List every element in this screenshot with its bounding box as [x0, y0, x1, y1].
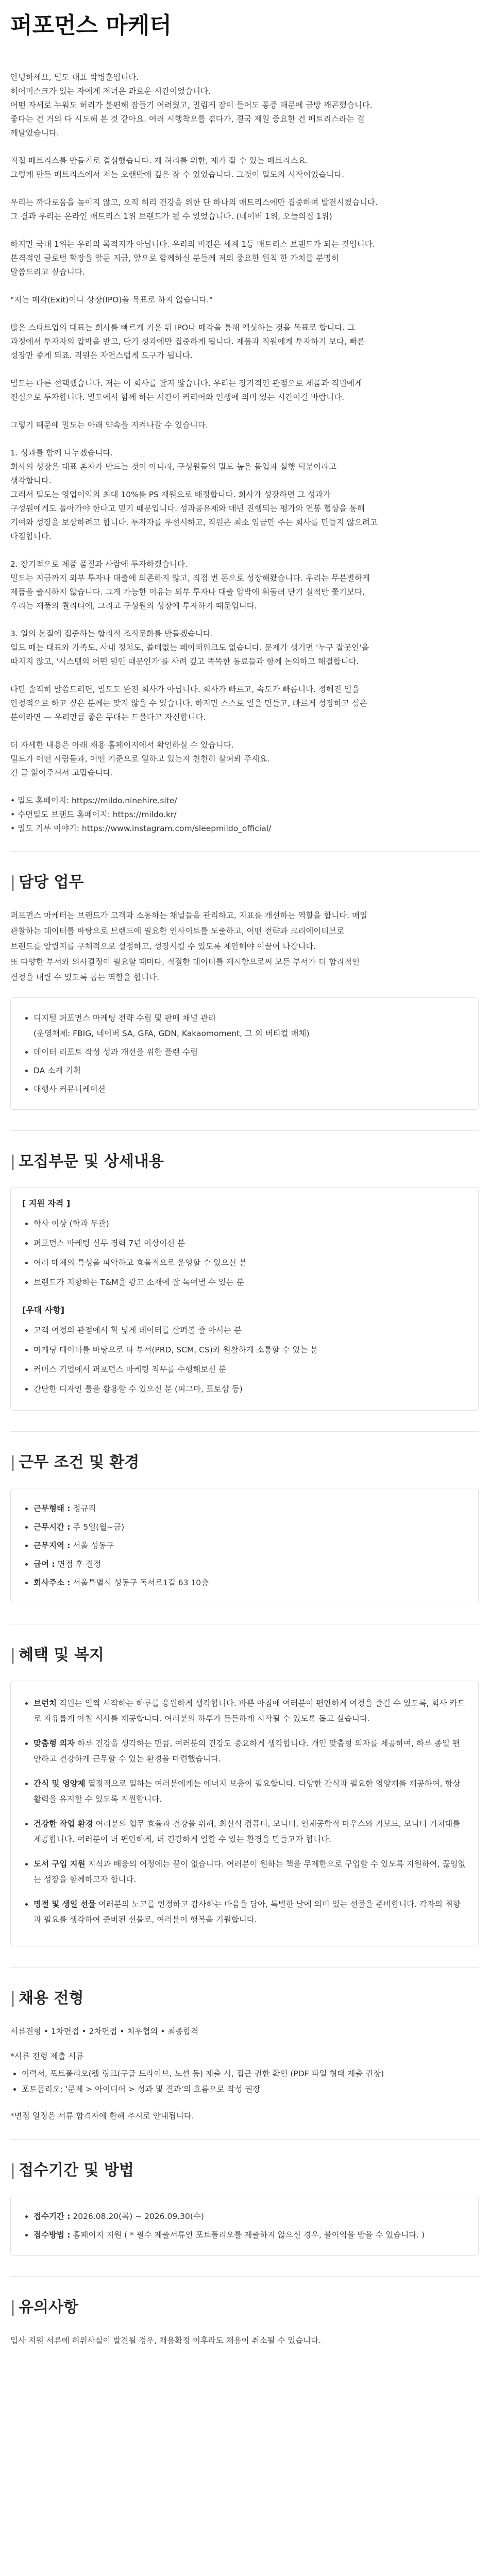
- list-item: • 마케팅 데이터를 바탕으로 타 부서(PRD, SCM, CS)와 원활하게 소통할 수 있는 분: [33, 1342, 467, 1358]
- list-item: [33, 1856, 467, 1887]
- section-title-notice: [10, 2297, 479, 2317]
- condition-key: 근무형태 :: [33, 1503, 71, 1513]
- list-item: • 퍼포먼스 마케팅 실무 경력 7년 이상이신 분: [33, 1235, 467, 1251]
- list-item: • 포트폴리오: '문제 > 아이디어 > 성과 및 결과'의 흐름으로 작성 권장: [22, 2081, 479, 2097]
- section-title-text: 유의사항: [19, 2298, 79, 2316]
- section-bar: |: [10, 1453, 16, 1471]
- list-item: • 대행사 커뮤니케이션: [33, 1081, 467, 1097]
- intro-paragraph: 1. 성과를 함께 나누겠습니다. 회사의 성장은 대표 혼자가 만드는 것이 아니라, 구성원들의 밀도 높은 몰입과 실행 덕분이라고 생각합니다. 그래서 밀도는 영업이익의 최대 10%를 PS 재원으로 배정합니다. 회사가 성장하면 그 성과가 구성원에게도 돌아가야 한다고 믿기 때문입니다. 성과공유제와 매년 진행되는 평가와 연봉 협상을 통해 기여와 성장을 보상하려고 합니다. 투자자를 우선시하고, 직원은 최소 임금만 주는 회사를 만들지 않으려고 다짐합니다.: [10, 448, 378, 541]
- benefit-key: 맞춤형 의자: [33, 1738, 75, 1748]
- condition-key: 근무지역 :: [33, 1540, 71, 1550]
- intro-paragraph: 우리는 까다로움을 높이지 않고, 오직 허리 건강을 위한 단 하나의 매트리스에만 집중하며 발전시켰습니다. 그 결과 우리는 온라인 매트리스 1위 브랜드가 될 수 있었습니다. (네이버 1위, 오늘의집 1위): [10, 197, 378, 221]
- conditions-box: [10, 1488, 479, 1603]
- section-title-text: 혜택 및 복지: [19, 1646, 104, 1664]
- list-item: • 이력서, 포트폴리오(웹 링크(구글 드라이브, 노션 등) 제출 시, 접근 권한 확인 (PDF 파일 형태 제출 권장): [22, 2066, 479, 2081]
- list-item: [33, 2227, 467, 2243]
- duties-box: [10, 997, 479, 1110]
- homepage-link[interactable]: • 밀도 홈페이지: https://mildo.ninehire.site/: [10, 795, 177, 805]
- list-item: • 데이터 리포트 작성 성과 개선을 위한 플랜 수립: [33, 1044, 467, 1060]
- condition-value: 면접 후 결정: [55, 1559, 102, 1569]
- intro-paragraph: 2. 장기적으로 제품 품질과 사람에 투자하겠습니다. 밀도는 지금까지 외부 투자나 대출에 의존하지 않고, 직접 번 돈으로 성장해왔습니다. 우리는 무분별하게 제품을 출시하지 않습니다. 그게 가능한 이유는 외부 투자나 대출 압박에 휘둘려 단기 실적만 쫓기보다, 우리는 제품의 퀄리티에, 그리고 구성원의 성장에 투자하기 때문입니다.: [10, 559, 370, 611]
- condition-key: 회사주소 :: [33, 1578, 71, 1587]
- divider: [10, 1130, 479, 1131]
- process-footnote: *면접 일정은 서류 합격자에 한해 추시로 안내됩니다.: [10, 2111, 194, 2121]
- required-block: [22, 1197, 467, 1290]
- list-item: [33, 1519, 467, 1535]
- list-item: • 디지털 퍼포먼스 마케팅 전략 수립 및 판매 채널 관리 (운영채제: FBIG, 네이버 SA, GFA, GDN, Kakaomoment, 그 외 버티컬 매체): [33, 1010, 467, 1041]
- notice-text: 입사 지원 서류에 허위사실이 발견될 경우, 채용확정 이후라도 채용이 취소될 수 있습니다.: [10, 2335, 322, 2345]
- list-item: [33, 1556, 467, 1572]
- preferred-title: [우대 사항]: [22, 1304, 65, 1315]
- list-item: [33, 2209, 467, 2224]
- condition-key: 급여 :: [33, 1559, 55, 1569]
- process-notes: [10, 2066, 479, 2097]
- intro-paragraph: "저는 매각(Exit)이나 상장(IPO)을 목표로 하지 않습니다.": [10, 295, 213, 304]
- intro-paragraph: 더 자세한 내용은 아래 채용 홈페이지에서 확인하실 수 있습니다. 밀도가 어떤 사람들과, 어떤 기준으로 일하고 있는지 천천히 살펴봐 주세요. 긴 글 읽어주셔서 고맙습니다.: [10, 740, 270, 777]
- list-item: • 학사 이상 (학과 무관): [33, 1216, 467, 1231]
- page-title: 퍼포먼스 마케터: [10, 12, 172, 39]
- qualifications-box: [10, 1187, 479, 1411]
- list-item: [33, 1896, 467, 1927]
- donation-story-link[interactable]: • 밀도 기부 이야기: https://www.instagram.com/sleepmildo_official/: [10, 823, 272, 833]
- list-item: [33, 1538, 467, 1553]
- section-title-apply: [10, 2160, 479, 2180]
- section-bar: |: [10, 873, 16, 891]
- apply-key: 접수기간 :: [33, 2211, 71, 2221]
- divider: [10, 2139, 479, 2140]
- apply-value: 홈페이지 지원 ( * 필수 제출서류인 포트폴리오를 제출하지 않으신 경우, 불이익을 받을 수 있습니다. ): [70, 2230, 425, 2240]
- section-title-text: 담당 업무: [19, 873, 84, 891]
- intro-paragraph: 하지만 국내 1위는 우리의 목적지가 아닙니다. 우리의 비전은 세계 1등 매트리스 브랜드가 되는 것입니다. 본격적인 글로벌 확장을 앞둔 지금, 앞으로 함께하실 분들께 저의 중요한 원칙 한 가치를 분명히 말씀드리고 싶습니다.: [10, 239, 375, 277]
- benefit-key: 간식 및 영양제: [33, 1778, 86, 1788]
- benefit-value: 열정적으로 일하는 여러분에게는 에너지 보충이 필요합니다. 다양한 간식과 필요한 영양제를 제공하여, 항상 활력을 유지할 수 있도록 지원합니다.: [33, 1778, 461, 1804]
- section-title-qualifications: [10, 1151, 479, 1172]
- intro-paragraph: 그렇기 때문에 밀도는 아래 약속을 지켜나갈 수 있습니다.: [10, 420, 208, 430]
- intro-paragraph: 다만 솔직히 말씀드리면, 밀도도 완전 회사가 아닙니다. 회사가 빠르고, 속도가 빠릅니다. 정해진 일을 안정적으로 하고 싶은 분께는 맞지 않을 수 있습니다. 하지만 스스로 일을 만들고, 빠르게 성장하고 싶은 분이라면 — 우리만큼 좋은 무대는 드물다고 자신합니다.: [10, 684, 367, 722]
- duties-description: 퍼포먼스 마케터는 브랜드가 고객과 소통하는 채널들을 관리하고, 지표를 개선하는 역할을 합니다. 매일 관찰하는 데이터를 바탕으로 브랜드에 필요한 인사이트를 도출하고, 어떤 전략과 크리에이티브로 브랜드를 알릴지를 구체적으로 설정하고, 성장시킬 수 있도록 제안해야 이끌어 나갑니다. 또 다양한 부서와 의사결정이 필요할 때마다, 적절한 데이터를 제시함으로써 모든 부서가 더 합리적인 결정을 내릴 수 있도록 돕는 역할을 합니다.: [10, 910, 367, 982]
- divider: [10, 2276, 479, 2277]
- section-bar: |: [10, 1646, 16, 1664]
- section-bar: |: [10, 2161, 16, 2179]
- benefit-key: 건강한 작업 환경: [33, 1819, 93, 1828]
- benefit-value: 여러분의 업무 효율과 건강을 위해, 최신식 컴퓨터, 모니터, 인체공학적 마우스와 키보드, 모니터 거치대를 제공합니다. 여러분이 더 편안하게, 더 건강하게 일할 수 있는 환경을 만들고자 합니다.: [33, 1819, 461, 1844]
- benefits-box: [10, 1681, 479, 1946]
- list-item: [33, 1816, 467, 1847]
- condition-value: 서울 성동구: [70, 1540, 114, 1550]
- list-item: • DA 소재 기획: [33, 1063, 467, 1078]
- condition-value: 정규직: [70, 1503, 96, 1513]
- list-item: • 간단한 디자인 툴을 활용할 수 있으신 분 (피그마, 포토샵 등): [33, 1381, 467, 1397]
- process-note-title: *서류 전형 제출 서류: [10, 2051, 84, 2061]
- section-title-text: 근무 조건 및 환경: [19, 1453, 140, 1471]
- section-title-text: 채용 전형: [19, 1989, 84, 2007]
- condition-value: 주 5일(월~금): [70, 1522, 125, 1532]
- list-item: • 브랜드가 지향하는 T&M을 광고 소재에 잘 녹여낼 수 있는 분: [33, 1275, 467, 1290]
- list-item: [33, 1696, 467, 1726]
- section-title-text: 모집부문 및 상세내용: [19, 1152, 164, 1171]
- intro-paragraph: 직접 매트리스를 만들기로 결심했습니다. 제 허리를 위한, 제가 잘 수 있는 매트리스요. 그렇게 만든 매트리스에서 저는 오랜만에 깊은 잠 수 있었습니다. 그것이 밀도의 시작이었습니다.: [10, 156, 345, 179]
- benefit-value: 여러분의 노고를 인정하고 감사하는 마음을 담아, 특별한 날에 의미 있는 선물을 준비합니다. 각자의 취향과 필요를 생각하여 준비된 선물로, 여러분이 행복을 기원합니다.: [33, 1899, 461, 1924]
- benefit-key: 명절 및 생일 선물: [33, 1899, 96, 1909]
- process-steps: 서류전형 • 1차면접 • 2차면접 • 처우협의 • 최종합격: [10, 2026, 199, 2036]
- section-title-benefits: [10, 1645, 479, 1665]
- brand-homepage-link[interactable]: • 수면밀도 브랜드 홈페이지: https://mildo.kr/: [10, 809, 177, 819]
- apply-value: 2026.08.20(목) ~ 2026.09.30(수): [70, 2211, 204, 2221]
- list-item: [33, 1575, 467, 1590]
- benefit-value: 하루 건강을 생각하는 만큼, 여러분의 건강도 중요하게 생각합니다. 개인 맞춤형 의자를 제공하여, 하루 종일 편안하고 건강하게 근무할 수 있는 환경을 마련했습니다.: [33, 1738, 460, 1764]
- section-bar: |: [10, 1989, 16, 2007]
- section-bar: |: [10, 2298, 16, 2316]
- section-bar: |: [10, 1152, 16, 1171]
- section-title-conditions: [10, 1452, 479, 1472]
- divider: [10, 1431, 479, 1432]
- intro-paragraph: 안녕하세요, 밀도 대표 박병훈입니다. 히어미스크가 있는 자에게 저녀온 과로운 시간이었습니다. 어떤 자세로 누워도 허리가 불편해 잠들기 어려웠고, 밀림게 잠이 들어도 통증 때문에 금방 깨곤했습니다. 좋다는 건 거의 다 시도해 본 것 같아요. 여러 시행착오를 겪다가, 결국 제일 중요한 건 매트리스라는 걸 깨달았습니다.: [10, 72, 373, 138]
- required-title: [ 지원 자격 ]: [22, 1198, 71, 1208]
- preferred-block: [22, 1303, 467, 1397]
- divider: [10, 851, 479, 852]
- section-title-duties: [10, 872, 479, 892]
- section-title-text: 접수기간 및 방법: [19, 2161, 134, 2179]
- apply-key: 접수방법 :: [33, 2230, 71, 2240]
- intro-paragraph: 밀도는 다른 선택했습니다. 저는 이 회사를 팔지 않습니다. 우리는 장기적인 관점으로 제품과 직원에게 진심으로 투자합니다. 밀도에서 함께 하는 시간이 커리어와 인생에 의미 있는 시간이길 바랍니다.: [10, 378, 362, 402]
- link-list: [10, 794, 479, 836]
- section-title-process: [10, 1988, 479, 2008]
- benefit-value: 직원는 일찍 시작하는 하루를 응원하게 생각합니다. 바쁜 아침에 여러분이 편안하게 여정을 즐길 수 있도록, 회사 카드로 자유롭게 아침 식사를 제공합니다. 여러분의 하루가 든든하게 시작될 수 있도록 돕고 싶습니다.: [33, 1698, 465, 1723]
- divider: [10, 1967, 479, 1968]
- benefit-value: 지식과 배움의 여정에는 끝이 없습니다. 여러분이 원하는 책을 무제한으로 구입할 수 있도록 지원하여, 끊임없는 성장을 함께하고자 합니다.: [33, 1859, 466, 1884]
- list-item: [33, 1501, 467, 1516]
- list-item: • 여러 매체의 특성을 파악하고 효율적으로 운영할 수 있으신 분: [33, 1255, 467, 1270]
- condition-value: 서울특별시 성동구 독서로1길 63 10층: [70, 1578, 209, 1587]
- list-item: [33, 1776, 467, 1807]
- list-item: • 고객 여정의 관점에서 확 넓게 데이터를 살펴볼 줄 아시는 분: [33, 1323, 467, 1338]
- list-item: [33, 1736, 467, 1767]
- intro-paragraph: 많은 스타트업의 대표는 회사를 빠르게 키운 뒤 IPO나 매각을 통해 엑싯하는 것을 목표로 합니다. 그 과정에서 투자자의 압박을 받고, 단기 성과에만 집중하게 됩니다. 제품과 직원에게 투자하기 보다, 빠른 성장만 좋게 되죠. 직원은 자연스럽게 도구가 됩니다.: [10, 323, 365, 360]
- apply-box: [10, 2196, 479, 2256]
- list-item: • 커머스 기업에서 퍼포먼스 마케팅 직무를 수행해보신 분: [33, 1362, 467, 1377]
- condition-key: 근무시간 :: [33, 1522, 71, 1532]
- intro-letter: [10, 71, 479, 780]
- intro-paragraph: 3. 일의 본질에 집중하는 합리적 조직문화를 만들겠습니다. 일도 매는 대표와 가족도, 사내 정치도, 쓸데없는 페이퍼워크도 없습니다. 문제가 생기면 '누구 잘못인'을 따지지 않고, '시스템의 어떤 원인 때문인가'를 사려 깊고 똑똑한 동료들과 함께 논의하고 해결합니다.: [10, 629, 369, 666]
- benefit-key: 도서 구입 지원: [33, 1859, 86, 1869]
- benefit-key: 브런치: [33, 1698, 57, 1708]
